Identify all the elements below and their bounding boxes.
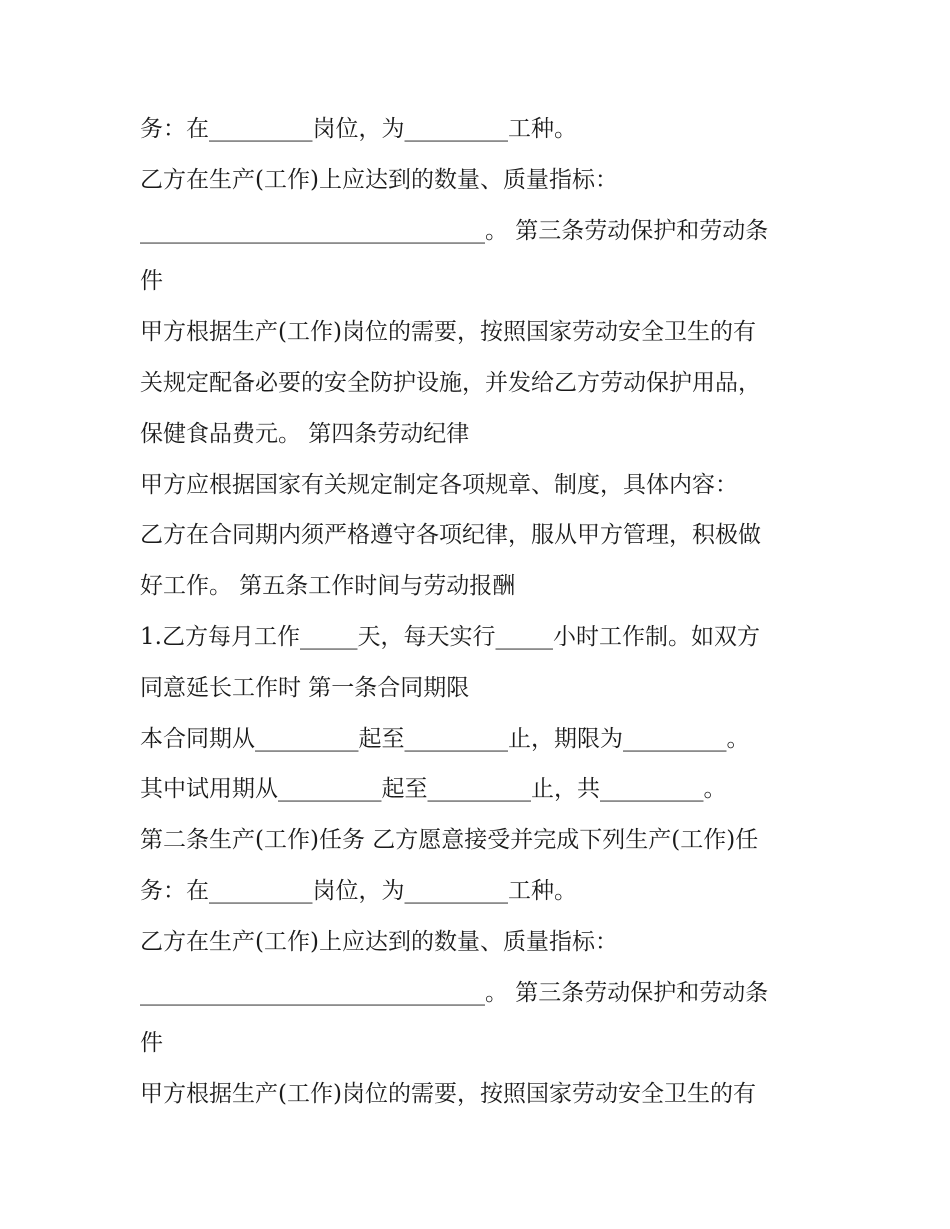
text-line: 件 — [140, 268, 163, 295]
text-line: 关规定配备必要的安全防护设施，并发给乙方劳动保护用品， — [140, 369, 761, 396]
text-line: 甲方应根据国家有关规定制定各项规章、制度，具体内容： — [140, 471, 738, 498]
text-line: 保健食品费元。 第四条劳动纪律 — [140, 420, 470, 447]
text-line: 1.乙方每月工作_____天，每天实行_____小时工作制。如双方 — [140, 623, 760, 650]
text-line: 乙方在生产(工作)上应达到的数量、质量指标： — [140, 928, 618, 955]
text-line: 甲方根据生产(工作)岗位的需要，按照国家劳动安全卫生的有 — [140, 1081, 756, 1108]
text-line: 同意延长工作时 第一条合同期限 — [140, 674, 470, 701]
text-line: 其中试用期从_________起至_________止，共_________。 — [140, 776, 727, 803]
text-line: ______________________________。 第三条劳动保护和劳动条 — [140, 979, 769, 1006]
text-line: 乙方在生产(工作)上应达到的数量、质量指标： — [140, 166, 618, 193]
text-line: 务：在_________岗位，为_________工种。 — [140, 116, 577, 142]
text-line: ______________________________。 第三条劳动保护和劳动条 — [140, 217, 769, 244]
text-line: 第二条生产(工作)任务 乙方愿意接受并完成下列生产(工作)任 — [140, 827, 759, 854]
text-line: 甲方根据生产(工作)岗位的需要，按照国家劳动安全卫生的有 — [140, 319, 756, 346]
text-line: 件 — [140, 1030, 163, 1057]
text-line: 务：在_________岗位，为_________工种。 — [140, 877, 577, 904]
text-line: 好工作。 第五条工作时间与劳动报酬 — [140, 573, 516, 600]
text-line: 乙方在合同期内须严格遵守各项纪律，服从甲方管理，积极做 — [140, 522, 761, 549]
text-line: 本合同期从_________起至_________止，期限为_________。 — [140, 725, 750, 752]
document-body — [140, 104, 830, 1120]
